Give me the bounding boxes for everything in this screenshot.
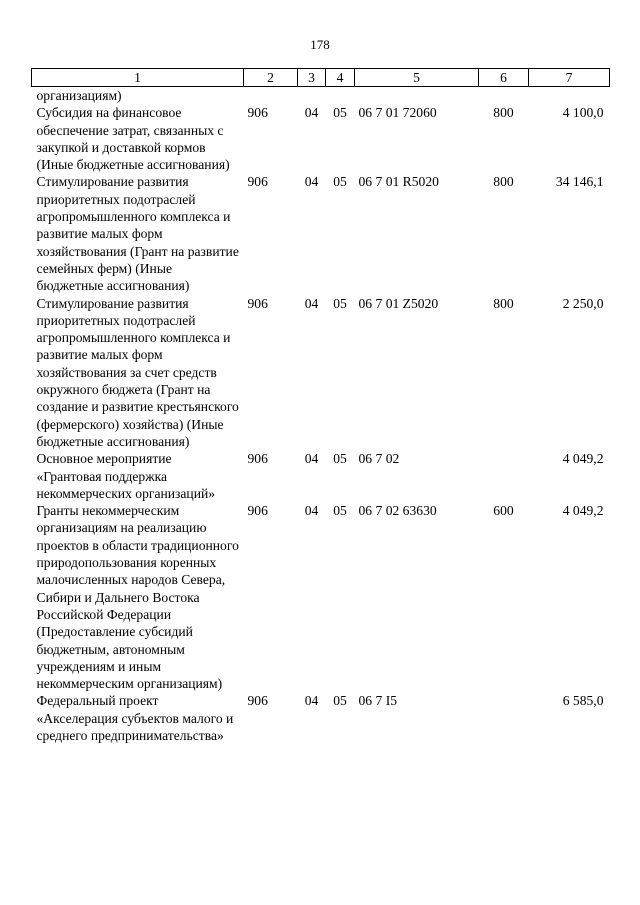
row-section: 04: [304, 295, 319, 311]
table-row: [32, 295, 610, 451]
row-subsection: 05: [333, 693, 347, 709]
row-target: 06 7 I5: [358, 693, 398, 709]
row-expense-type: [479, 692, 529, 744]
row-section: 04: [304, 693, 319, 709]
row-amount: 34 146,1: [555, 174, 604, 190]
budget-table: [31, 68, 610, 744]
row-ministry: 906: [247, 295, 268, 311]
header-col-3: 3: [298, 69, 326, 87]
row-target: 06 7 01 72060: [358, 105, 437, 121]
table-row: [32, 450, 610, 502]
continuation-row: [32, 87, 610, 105]
header-col-4: 4: [326, 69, 355, 87]
table-row: [32, 173, 610, 294]
row-target: 06 7 01 Z5020: [358, 295, 439, 311]
row-subsection: 05: [333, 503, 347, 519]
continuation-text: организациям): [36, 88, 122, 103]
row-amount: 6 585,0: [562, 693, 604, 709]
row-expense-type: [479, 450, 529, 502]
header-col-1: 1: [32, 69, 244, 87]
row-expense-type: 800: [493, 295, 514, 311]
row-ministry: 906: [247, 105, 268, 121]
row-ministry: 906: [247, 174, 268, 190]
row-target: 06 7 02: [358, 451, 400, 467]
row-amount: 4 100,0: [562, 105, 604, 121]
row-name: Субсидия на финансовое обеспечение затрат, связанных с закупкой и доставкой кормов (Иные бюджетные ассигнования): [36, 105, 230, 173]
row-name: Стимулирование развития приоритетных подотраслей агропромышленного комплекса и развитие малых форм хозяйствования (Грант на развитие семейных ферм) (Иные бюджетные ассигнования): [36, 174, 239, 294]
row-ministry: 906: [247, 503, 268, 519]
row-section: 04: [304, 105, 319, 121]
row-ministry: 906: [247, 451, 268, 467]
row-subsection: 05: [333, 174, 347, 190]
table-row: [32, 104, 610, 173]
row-target: 06 7 01 R5020: [358, 174, 439, 190]
row-expense-type: 600: [493, 503, 514, 519]
row-amount: 4 049,2: [562, 503, 604, 519]
header-col-2: 2: [244, 69, 298, 87]
row-amount: 4 049,2: [562, 451, 604, 467]
row-name: Стимулирование развития приоритетных подотраслей агропромышленного комплекса и развитие малых форм хозяйствования за счет средств окружного бюджета (Грант на создание и развитие крестьянского (фермерского) хозяйства) (Иные бюджетные ассигнования): [36, 295, 239, 449]
row-name: Гранты некоммерческим организациям на реализацию проектов в области традиционного природопользования коренных малочисленных народов Севера, Сибири и Дальнего Востока Российской Федерации (Предоставление субсидий бюджетным, автономным учреждениям и иным некоммерческим организациям): [36, 503, 239, 692]
row-subsection: 05: [333, 105, 347, 121]
header-col-7: 7: [529, 69, 610, 87]
row-subsection: 05: [333, 451, 347, 467]
table-row: [32, 692, 610, 744]
row-name: Основное мероприятие «Грантовая поддержка некоммерческих организаций»: [36, 451, 216, 501]
row-expense-type: 800: [493, 105, 514, 121]
table-row: [32, 502, 610, 692]
table-header: [32, 69, 610, 87]
header-col-5: 5: [355, 69, 479, 87]
row-section: 04: [304, 174, 319, 190]
row-name: Федеральный проект «Акселерация субъектов малого и среднего предпринимательства»: [36, 693, 234, 743]
row-amount: 2 250,0: [562, 295, 604, 311]
row-section: 04: [304, 503, 319, 519]
header-col-6: 6: [479, 69, 529, 87]
row-subsection: 05: [333, 295, 347, 311]
row-target: 06 7 02 63630: [358, 503, 437, 519]
row-section: 04: [304, 451, 319, 467]
row-ministry: 906: [247, 693, 268, 709]
row-expense-type: 800: [493, 174, 514, 190]
page-number: 178: [310, 37, 330, 52]
